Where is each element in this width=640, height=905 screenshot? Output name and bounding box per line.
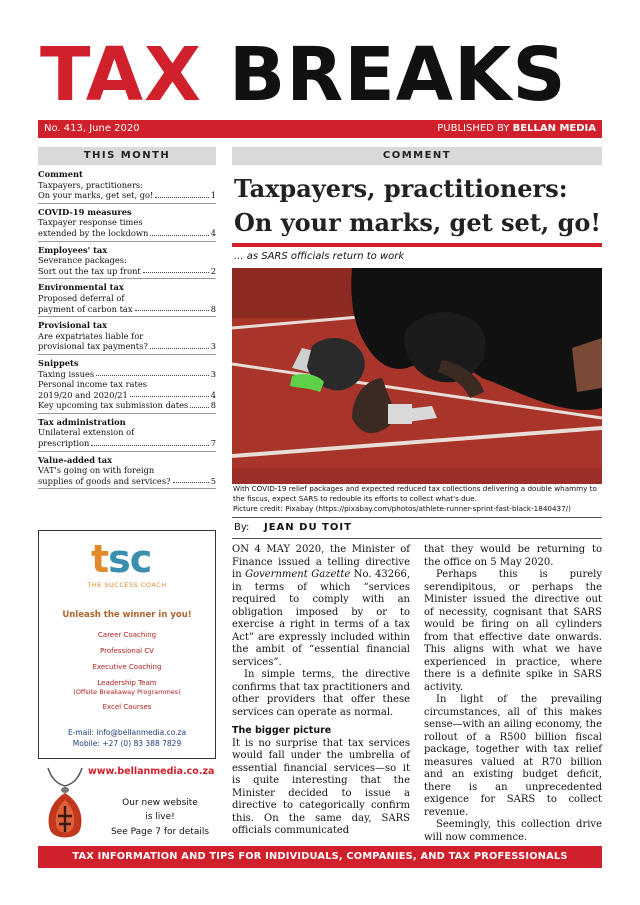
photo-caption	[233, 484, 601, 514]
toc-section	[38, 204, 216, 242]
article-headline	[234, 172, 602, 240]
masthead-word-tax: TAX	[40, 32, 203, 118]
paragraph: It is no surprise that tax services would fall under the umbrella of essential financial services—so it is quite interesting that the Minister decided to issue a directive to categorically confirm this. On the same day, SARS officials communicated	[232, 737, 410, 836]
toc-section	[38, 355, 216, 414]
toc-entry[interactable]	[38, 427, 216, 438]
toc-category: Comment	[38, 169, 83, 179]
toc-leader	[143, 272, 209, 273]
toc-entry-title: Taxpayers, practitioners:	[38, 179, 143, 190]
toc-section	[38, 317, 216, 355]
toc-page-number: 3	[210, 368, 216, 379]
toc-entry[interactable]	[38, 293, 216, 304]
toc-category: COVID-19 measures	[38, 206, 132, 217]
toc-category: Tax administration	[38, 416, 126, 427]
toc-page-number: 8	[210, 400, 216, 411]
toc-entry-title: extended by the lockdown	[38, 227, 149, 238]
publisher-line	[437, 120, 596, 138]
toc-page-number: 3	[210, 341, 216, 352]
toc-entry-title: supplies of goods and services?	[38, 475, 171, 486]
website-line3: See Page 7 for details	[110, 827, 210, 837]
toc-category: Provisional tax	[38, 320, 108, 331]
comment-heading: COMMENT	[232, 147, 602, 165]
ad-service: Excel Courses	[102, 703, 152, 711]
toc-entry-title: 2019/20 and 2020/21	[38, 389, 128, 400]
toc-page-number: 4	[210, 389, 216, 400]
footer-banner: TAX INFORMATION AND TIPS FOR INDIVIDUALS, COMPANIES, AND TAX PROFESSIONALS	[38, 846, 602, 868]
toc-entry[interactable]	[38, 304, 216, 315]
website-promo[interactable]	[38, 762, 216, 846]
toc-category: Value-added tax	[38, 454, 113, 465]
toc-entry-title: Taxing issues	[38, 368, 95, 379]
toc-entry-title: prescription	[38, 438, 90, 449]
article-column-1	[232, 544, 410, 838]
toc-entry-title: Proposed deferral of	[38, 292, 125, 303]
paragraph: In light of the prevailing circumstances, all of this makes sense—with an ailing economy, the rollout of a R500 billion fiscal package, together with tax relief measures valued at R70 billion and an existing budget deficit, there is an unprecedented exigence for SARS to collect revenue.	[424, 694, 602, 818]
toc-page-number: 8	[210, 303, 216, 314]
toc-section	[38, 452, 216, 490]
toc-entry-title: Unilateral extension of	[38, 427, 135, 438]
toc-section	[38, 414, 216, 452]
toc-entry[interactable]	[38, 266, 216, 277]
toc-leader	[150, 348, 209, 349]
toc-page-number: 4	[210, 227, 216, 238]
toc-leader	[91, 445, 208, 446]
ad-service: (Offsite Breakaway Programmes)	[73, 688, 181, 696]
ad-service: Leadership Team	[97, 679, 157, 687]
toc-entry[interactable]	[38, 341, 216, 352]
toc-section	[38, 242, 216, 280]
headline-line-1: Taxpayers, practitioners:	[234, 174, 568, 203]
toc-category: Employees' tax	[38, 244, 108, 255]
toc-entry-title: Severance packages:	[38, 255, 127, 266]
byline-label: By:	[234, 522, 250, 533]
toc-entry-title: Taxpayer response times	[38, 217, 143, 228]
toc-entry-title: Key upcoming tax submission dates	[38, 400, 189, 411]
headline-line-2: On your marks, get set, go!	[234, 208, 601, 237]
paragraph: ON 4 MAY 2020, the Minister of Finance issued a telling directive in Government Gazette No. 43266, in terms of which “services required to comply with an obligation imposed by or to exercise a right in terms of a tax Act” are expressly included within the ambit of “essential financial services”.	[232, 544, 411, 668]
toc-leader	[150, 235, 208, 236]
standfirst: ... as SARS officials return to work	[234, 251, 405, 262]
author-name: JEAN DU TOIT	[264, 522, 352, 533]
toc-leader	[96, 375, 209, 376]
subheading: The bigger picture	[232, 725, 332, 736]
website-line1: Our new website	[122, 798, 198, 808]
amulet-icon	[42, 766, 88, 846]
toc-entry-title: payment of carbon tax	[38, 303, 133, 314]
ad-tagline: Unleash the winner in you!	[62, 610, 192, 620]
toc-entry[interactable]	[38, 465, 216, 476]
sprinter-photo	[232, 268, 602, 484]
toc-leader	[135, 310, 209, 311]
toc-entry-title: Are expatriates liable for	[38, 330, 144, 341]
masthead-title	[40, 32, 602, 118]
issue-number: No. 413, June 2020	[44, 123, 140, 134]
paragraph: Seemingly, this collection drive will now commence.	[424, 819, 602, 843]
this-month-heading: THIS MONTH	[38, 147, 216, 165]
ad-mobile: Mobile: +27 (0) 83 388 7829	[72, 739, 182, 748]
toc-leader	[173, 482, 209, 483]
website-line2: is live!	[145, 812, 175, 822]
paragraph: In simple terms, the directive confirms that tax practitioners and other providers that offer these services can operate as normal.	[232, 669, 410, 718]
website-url[interactable]: www.bellanmedia.co.za	[88, 766, 215, 777]
toc-section	[38, 279, 216, 317]
caption-text: With COVID-19 relief packages and expected reduced tax collections delivering a double whammy to the fiscus, expect SARS to redouble its efforts to collect what's due.	[233, 484, 597, 503]
masthead-word-breaks: BREAKS	[228, 32, 567, 118]
publisher-name: BELLAN MEDIA	[512, 123, 596, 134]
toc-leader	[190, 407, 208, 408]
ad-brand: THE SUCCESS COACH	[87, 581, 167, 589]
toc-entry[interactable]	[38, 476, 216, 487]
toc-entry-title: provisional tax payments?	[38, 341, 148, 352]
toc-page-number: 7	[210, 438, 216, 449]
ad-service: Career Coaching	[97, 631, 157, 639]
headline-rule	[232, 243, 602, 247]
success-coach-ad[interactable]	[38, 530, 216, 759]
toc-entry-title: VAT's going on with foreign	[38, 465, 155, 476]
tsc-logo: tsc	[91, 537, 152, 581]
ad-service: Professional CV	[100, 647, 154, 655]
toc-entry[interactable]	[38, 190, 216, 201]
toc-entry-title: On your marks, get set, go!	[38, 190, 154, 201]
toc-entry[interactable]	[38, 390, 216, 401]
toc-entry[interactable]	[38, 400, 216, 411]
toc-entry[interactable]	[38, 180, 216, 191]
toc-entry[interactable]	[38, 255, 216, 266]
toc-category: Environmental tax	[38, 282, 124, 293]
toc-page-number: 2	[210, 265, 216, 276]
ad-service: Executive Coaching	[92, 663, 162, 671]
ad-email: E-mail: info@bellanmedia.co.za	[67, 728, 187, 737]
toc-entry[interactable]	[38, 369, 216, 380]
issue-bar	[38, 120, 602, 138]
article-column-2	[424, 544, 602, 844]
toc-section	[38, 166, 216, 204]
toc-entry-title: Sort out the tax up front	[38, 265, 141, 276]
publisher-prefix: PUBLISHED BY	[437, 123, 513, 134]
toc-entry[interactable]	[38, 228, 216, 239]
toc-entry-title: Personal income tax rates	[38, 379, 147, 390]
toc-entry[interactable]	[38, 438, 216, 449]
toc-entry[interactable]	[38, 379, 216, 390]
toc-entry[interactable]	[38, 331, 216, 342]
toc-leader	[155, 197, 208, 198]
paragraph: Perhaps this is purely serendipitous, or perhaps the Minister issued the directive out of necessity, cognisant that SARS would be firing on all cylinders from that effective date onwards. This aligns with what we have experienced in practice, where there is a definite spike in SARS activity.	[424, 569, 602, 693]
byline	[232, 517, 602, 539]
toc-category: Snippets	[38, 357, 79, 368]
table-of-contents	[38, 166, 216, 489]
paragraph: that they would be returning to the office on 5 May 2020.	[424, 544, 602, 568]
toc-page-number: 1	[210, 190, 216, 201]
toc-leader	[130, 396, 209, 397]
caption-credit: Picture credit: Pixabay (https://pixabay.com/photos/athlete-runner-sprint-fast-black-1840437/)	[233, 504, 571, 513]
toc-page-number: 5	[210, 475, 216, 486]
toc-entry[interactable]	[38, 217, 216, 228]
